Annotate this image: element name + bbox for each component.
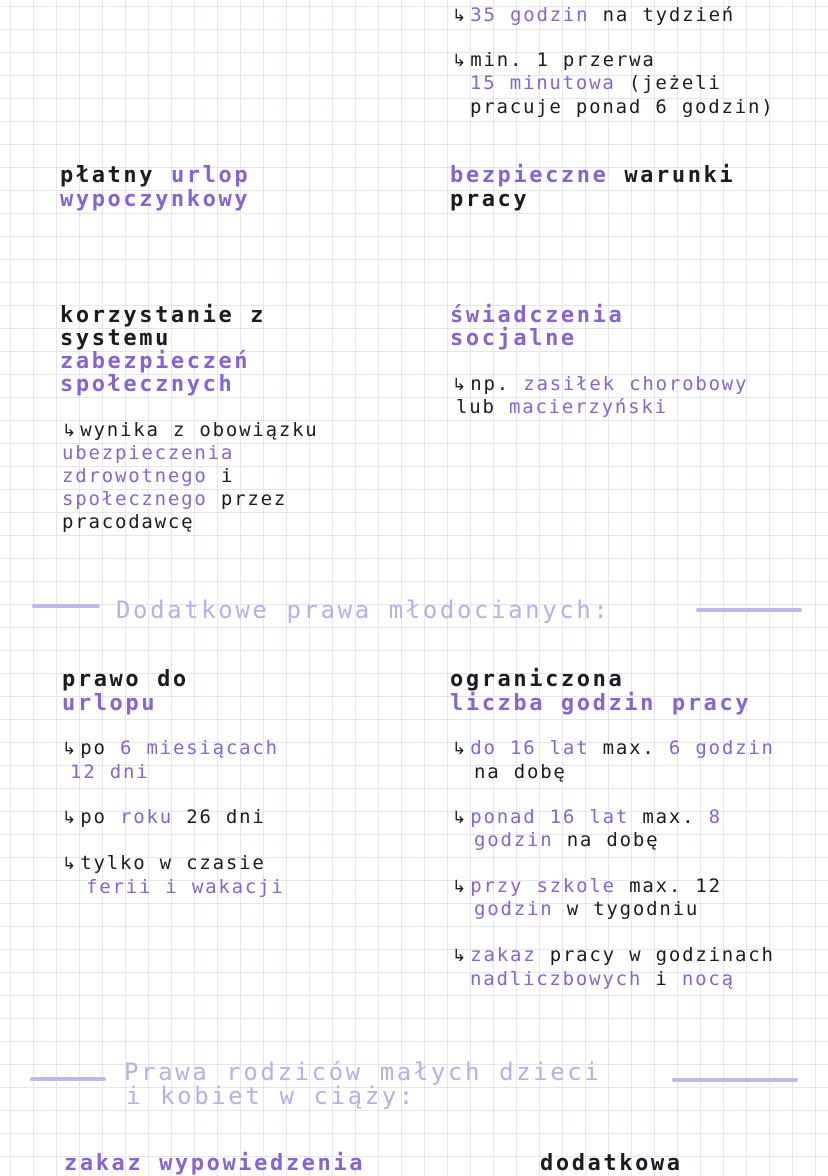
limited-hours-heading-line1: ograniczona <box>450 667 625 692</box>
section-divider-left-2 <box>30 1077 106 1081</box>
break-note-line1: ↳ min. 1 przerwa <box>452 49 656 71</box>
social-security-note-line3: zdrowotnego i <box>62 465 235 487</box>
paid-leave-heading-line2: wypoczynkowy <box>60 187 251 212</box>
social-security-note-line5: pracodawcę <box>62 511 195 533</box>
leave-item2: ↳ po roku 26 dni <box>62 806 266 828</box>
leave-right-heading-line1: prawo do <box>62 667 189 692</box>
leave-item3-line2: ferii i wakacji <box>86 876 285 898</box>
paid-leave-heading-line1: płatny urlop <box>60 163 251 188</box>
hours-item2-line1: ↳ ponad 16 lat max. 8 <box>452 806 722 828</box>
benefits-heading-line1: świadczenia <box>450 303 625 328</box>
leave-item1-line2: 12 dni <box>70 761 150 783</box>
arrow-icon: ↳ <box>452 946 467 966</box>
weekly-hours-note: ↳ 35 godzin na tydzień <box>452 4 736 26</box>
social-security-heading-line3: zabezpieczeń <box>60 349 251 374</box>
juvenile-rights-title: Dodatkowe prawa młodocianych: <box>116 596 611 624</box>
social-security-note-line2: ubezpieczenia <box>62 442 235 464</box>
hours-item4-line2: nadliczbowych i nocą <box>470 968 735 990</box>
arrow-icon: ↳ <box>452 739 467 759</box>
arrow-icon: ↳ <box>452 375 467 395</box>
section-divider-right-2 <box>672 1078 798 1082</box>
section-divider-left <box>32 604 100 608</box>
additional-heading: dodatkowa <box>540 1151 683 1176</box>
arrow-icon: ↳ <box>62 854 77 874</box>
break-note-line3: pracuje ponad 6 godzin) <box>470 96 775 118</box>
hours-item1-line2: na dobę <box>474 761 567 783</box>
arrow-icon: ↳ <box>62 808 77 828</box>
arrow-icon: ↳ <box>452 877 467 897</box>
arrow-icon: ↳ <box>62 421 77 441</box>
benefits-note-line1: ↳ np. zasiłek chorobowy <box>452 373 749 395</box>
benefits-heading-line2: socjalne <box>450 326 577 351</box>
arrow-icon: ↳ <box>452 808 467 828</box>
social-security-heading-line1: korzystanie z <box>60 303 266 328</box>
safe-conditions-heading-line1: bezpieczne warunki <box>450 163 736 188</box>
limited-hours-heading-line2: liczba godzin pracy <box>450 691 752 716</box>
break-note-line2: 15 minutowa (jeżeli <box>470 72 722 94</box>
parents-rights-title-line2: i kobiet w ciąży: <box>126 1082 416 1110</box>
safe-conditions-heading-line2: pracy <box>450 187 530 212</box>
hours-item4-line1: ↳ zakaz pracy w godzinach <box>452 944 775 966</box>
section-divider-right <box>696 608 802 612</box>
benefits-note-line2: lub macierzyński <box>456 396 668 418</box>
social-security-note-line4: społecznego przez <box>62 488 288 510</box>
arrow-icon: ↳ <box>452 51 467 71</box>
parents-rights-title-line1: Prawa rodziców małych dzieci <box>124 1058 602 1086</box>
hours-item3-line2: godzin w tygodniu <box>474 898 700 920</box>
leave-item3-line1: ↳ tylko w czasie <box>62 852 266 874</box>
arrow-icon: ↳ <box>452 6 467 26</box>
social-security-heading-line4: społecznych <box>60 372 235 397</box>
hours-item2-line2: godzin na dobę <box>474 829 660 851</box>
social-security-note-line1: ↳ wynika z obowiązku <box>62 419 319 441</box>
arrow-icon: ↳ <box>62 739 77 759</box>
leave-item1-line1: ↳ po 6 miesiącach <box>62 737 279 759</box>
social-security-heading-line2: systemu <box>60 326 171 351</box>
hours-item3-line1: ↳ przy szkole max. 12 <box>452 875 722 897</box>
hours-item1-line1: ↳ do 16 lat max. 6 godzin <box>452 737 775 759</box>
leave-right-heading-line2: urlopu <box>62 691 158 716</box>
dismissal-ban-heading: zakaz wypowiedzenia <box>64 1151 366 1176</box>
